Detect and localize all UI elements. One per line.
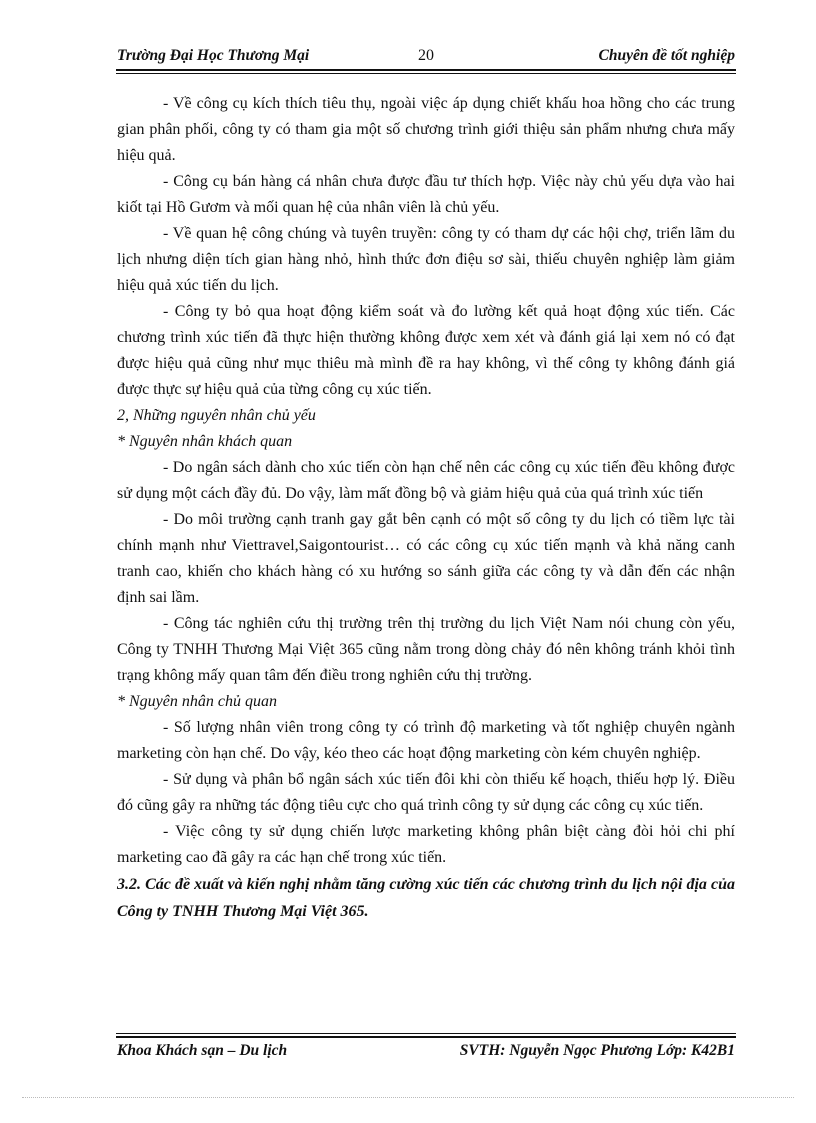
paragraph-text: - Về quan hệ công chúng và tuyên truyền: công ty có tham dự các hội chợ, triển lãm du lịch nhưng diện tích gian hàng nhỏ, hình thức đơn điệu sơ sài, thiếu chuyên nghiệp làm giảm hiệu quả xúc tiến du lịch.: [117, 225, 735, 294]
paragraph-text: - Việc công ty sử dụng chiến lược marketing không phân biệt càng đòi hỏi chi phí marketing cao đã gây ra các hạn chế trong xúc tiến.: [117, 823, 735, 866]
page-header: [117, 47, 735, 69]
paragraph-text: - Sử dụng và phân bổ ngân sách xúc tiến đôi khi còn thiếu kế hoạch, thiếu hợp lý. Điều đó cũng gây ra những tác động tiêu cực cho quá trình công ty sử dụng các công cụ xúc tiến.: [117, 771, 735, 814]
paragraph-text: - Công cụ bán hàng cá nhân chưa được đầu tư thích hợp. Việc này chủ yếu dựa vào hai kiốt tại Hồ Gươm và mối quan hệ của nhân viên là chủ yếu.: [117, 173, 735, 216]
paragraph-text: - Về công cụ kích thích tiêu thụ, ngoài việc áp dụng chiết khấu hoa hồng cho các trung gian phân phối, công ty có tham gia một số chương trình giới thiệu sản phẩm nhưng chưa mấy hiệu quả.: [117, 95, 735, 164]
footer-faculty: Khoa Khách sạn – Du lịch: [117, 1042, 288, 1059]
paragraph-text: - Công tác nghiên cứu thị trường trên thị trường du lịch Việt Nam nói chung còn yếu, Công ty TNHH Thương Mại Việt 365 cũng nằm trong dòng chảy đó nên không tránh khỏi tình trạng không mấy quan tâm đến điều trong nghiên cứu thị trường.: [117, 615, 735, 684]
heading-subjective-causes: * Nguyên nhân chủ quan: [117, 693, 277, 710]
paragraph-competition: [117, 507, 735, 611]
paragraph-text: - Số lượng nhân viên trong công ty có trình độ marketing và tốt nghiệp chuyên ngành marketing còn hạn chế. Do vậy, kéo theo các hoạt động marketing còn kém chuyên nghiệp.: [117, 719, 735, 762]
paragraph-text: - Công ty bỏ qua hoạt động kiểm soát và đo lường kết quả hoạt động xúc tiến. Các chương trình xúc tiến đã thực hiện thường không được xem xét và đánh giá lại xem nó có đạt được hiệu quả cũng như mục thiêu mà mình đề ra hay không, vì thế công ty không đánh giá được thực sự hiệu quả của từng công cụ xúc tiến.: [117, 303, 735, 398]
paragraph-market-research: [117, 611, 735, 689]
footer-student-info: SVTH: Nguyễn Ngọc Phương Lớp: K42B1: [459, 1042, 735, 1059]
heading-objective-causes: * Nguyên nhân khách quan: [117, 433, 293, 450]
paragraph-text: - Do môi trường cạnh tranh gay gắt bên cạnh có một số công ty du lịch có tiềm lực tài chính mạnh như Viettravel,Saigontourist… có các công cụ xúc tiến mạnh và khả năng canh tranh cao, khiến cho khách hàng có xu hướng so sánh giữa các công ty và dẫn đến các nhận định sai lầm.: [117, 511, 735, 606]
footer-divider-thin: [116, 1033, 736, 1034]
page-bottom-dotted-border: [22, 1097, 794, 1098]
paragraph-staff-skills: [117, 715, 735, 767]
header-document-type: Chuyên đề tốt nghiệp: [598, 47, 735, 64]
page-footer: [117, 1042, 735, 1064]
paragraph-text: - Do ngân sách dành cho xúc tiến còn hạn chế nên các công cụ xúc tiến đều không được sử dụng một cách đầy đủ. Do vậy, làm mất đồng bộ và giảm hiệu quả của quá trình xúc tiến: [117, 459, 735, 502]
paragraph-budget-allocation: [117, 767, 735, 819]
paragraph-sales-promotion: [117, 91, 735, 169]
paragraph-budget-limits: [117, 455, 735, 507]
paragraph-public-relations: [117, 221, 735, 299]
heading-main-causes: 2, Những nguyên nhân chủ yếu: [117, 407, 316, 424]
paragraph-marketing-strategy: [117, 819, 735, 871]
paragraph-personal-selling: [117, 169, 735, 221]
header-page-number: 20: [418, 47, 434, 64]
header-school-name: Trường Đại Học Thương Mại: [117, 47, 310, 64]
footer-divider-thick: [116, 1036, 736, 1038]
header-divider-thick: [116, 69, 736, 71]
header-divider-thin: [116, 73, 736, 74]
paragraph-control-measurement: [117, 299, 735, 403]
section-title-proposals: 3.2. Các đề xuất và kiến nghị nhằm tăng cường xúc tiến các chương trình du lịch nội địa của Công ty TNHH Thương Mại Việt 365.: [117, 876, 735, 920]
page-body: [117, 91, 735, 925]
